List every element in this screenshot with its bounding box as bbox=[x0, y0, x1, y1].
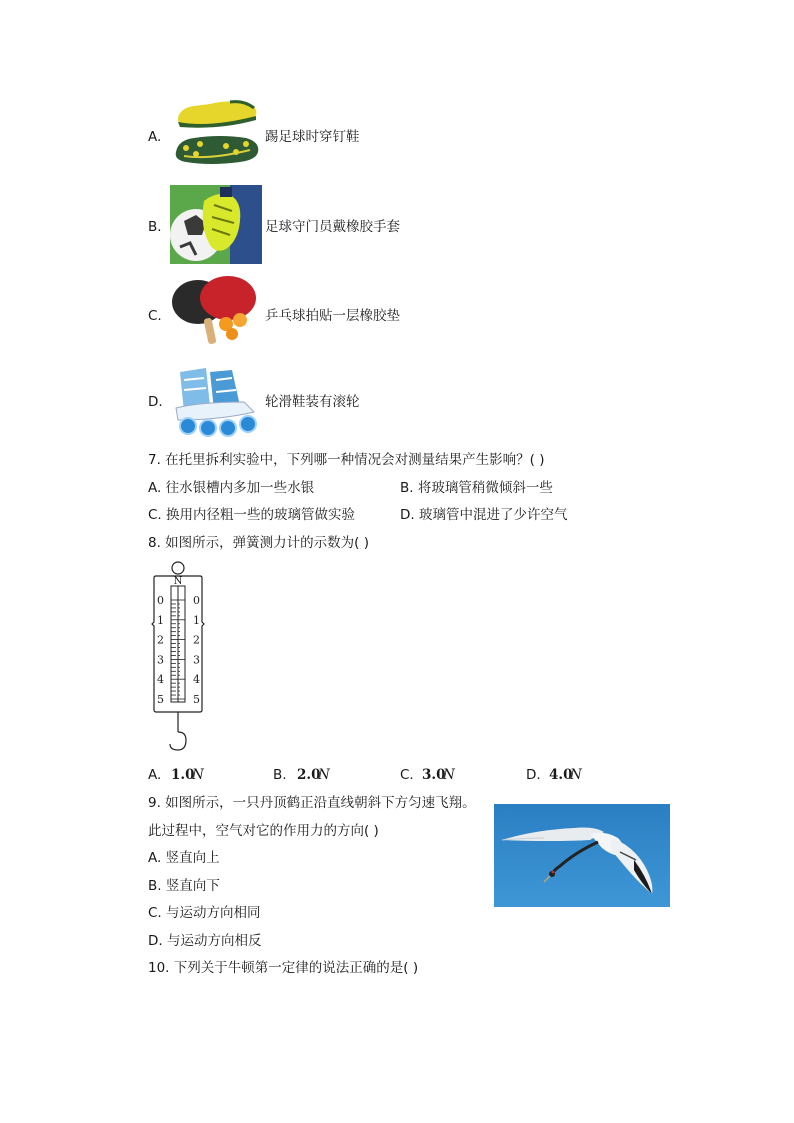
q7-option-c: C. 换用内径粗一些的玻璃管做实验 bbox=[148, 507, 356, 523]
q10-stem: 10. 下列关于牛顿第一定律的说法正确的是( ) bbox=[148, 960, 419, 976]
q7-option-d: D. 玻璃管中混进了少许空气 bbox=[400, 507, 568, 523]
q8-stem: 8. 如图所示，弹簧测力计的示数为( ) bbox=[148, 535, 369, 551]
q7-stem: 7. 在托里拆利实验中，下列哪一种情况会对测量结果产生影响？( ) bbox=[148, 452, 545, 468]
q9-option-b: B. 竖直向下 bbox=[148, 878, 220, 894]
option-text: 轮滑鞋装有滚轮 bbox=[265, 394, 360, 410]
q9-stem-line1: 9. 如图所示，一只丹顶鹤正沿直线朝斜下方匀速飞翔。 bbox=[148, 795, 476, 811]
scale-tick-label: 5 bbox=[193, 693, 200, 706]
option-unit: N bbox=[570, 767, 582, 783]
scale-tick-label: 4 bbox=[193, 673, 200, 687]
goalkeeper-glove-image bbox=[170, 185, 262, 264]
crane-flying-photo bbox=[494, 804, 670, 907]
roller-skate-image bbox=[170, 362, 264, 440]
option-value: 4.0 bbox=[549, 767, 573, 783]
option-text: 乒乓球拍贴一层橡胶垫 bbox=[265, 308, 400, 324]
q7-option-b: B. 将玻璃管稍微倾斜一些 bbox=[400, 480, 553, 496]
option-letter: A. bbox=[148, 129, 162, 145]
scale-tick-label: 1 bbox=[157, 613, 164, 627]
option-letter: B. bbox=[273, 767, 287, 783]
option-value: 1.0 bbox=[171, 767, 195, 783]
option-letter: C. bbox=[148, 308, 162, 324]
scale-tick-label: 3 bbox=[157, 653, 164, 667]
option-letter: D. bbox=[526, 767, 541, 783]
option-text: 足球守门员戴橡胶手套 bbox=[265, 219, 400, 235]
option-letter: C. bbox=[400, 767, 414, 783]
option-unit: N bbox=[443, 767, 455, 783]
football-spike-shoes-image bbox=[170, 96, 262, 170]
scale-tick-label: 1 bbox=[193, 613, 200, 627]
q7-option-a: A. 往水银槽内多加一些水银 bbox=[148, 480, 315, 496]
scale-tick-label: 3 bbox=[193, 653, 200, 667]
option-unit: N bbox=[318, 767, 330, 783]
option-value: 3.0 bbox=[422, 767, 446, 783]
q9-option-c: C. 与运动方向相同 bbox=[148, 905, 261, 921]
scale-tick-label: 0 bbox=[193, 594, 200, 607]
scale-unit-label: N bbox=[173, 576, 183, 587]
scale-tick-label: 5 bbox=[157, 693, 164, 706]
scale-tick-label: 0 bbox=[157, 594, 164, 607]
scale-tick-label: 2 bbox=[193, 633, 200, 647]
option-text: 踢足球时穿钉鞋 bbox=[265, 129, 360, 145]
scale-tick-label: 4 bbox=[157, 673, 164, 687]
option-letter: D. bbox=[148, 394, 163, 410]
option-letter: B. bbox=[148, 219, 162, 235]
scale-tick-label: 2 bbox=[157, 633, 164, 647]
option-value: 2.0 bbox=[297, 767, 321, 783]
q9-stem-line2: 此过程中，空气对它的作用力的方向( ) bbox=[148, 823, 379, 839]
ping-pong-paddle-image bbox=[170, 274, 262, 350]
q9-option-d: D. 与运动方向相反 bbox=[148, 933, 262, 949]
spring-scale-figure bbox=[146, 560, 210, 756]
option-letter: A. bbox=[148, 767, 162, 783]
q9-option-a: A. 竖直向上 bbox=[148, 850, 220, 866]
option-unit: N bbox=[192, 767, 204, 783]
